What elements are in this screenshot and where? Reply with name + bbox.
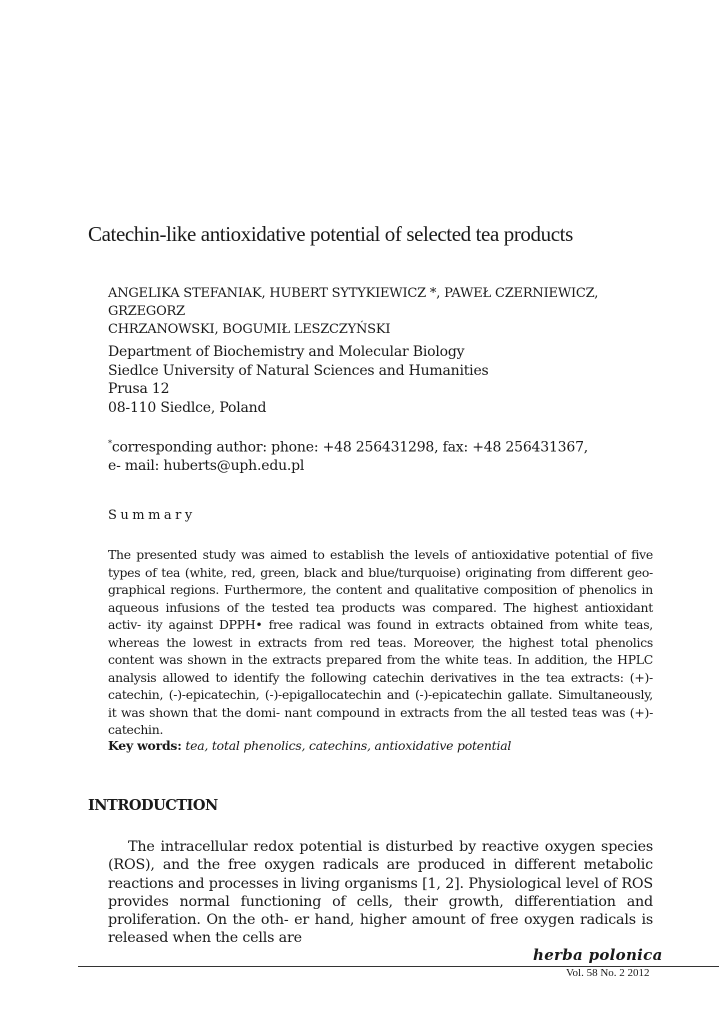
affiliation-line: 08-110 Siedlce, Poland	[108, 399, 267, 416]
affiliation-line: Siedlce University of Natural Sciences and Humanities	[108, 362, 489, 379]
abstract-line: in the extracts prepared from the white teas. In addition, the HPLC analysis allowed to	[108, 652, 653, 685]
corresponding-author	[108, 435, 653, 476]
journal-name: herba polonica	[533, 946, 663, 964]
corresponding-contact: corresponding author: phone: +48 256431298, fax: +48 256431367,	[111, 439, 589, 456]
keywords-label: Key words:	[108, 738, 182, 753]
intro-line: functioning of cells, their growth, differentiation and proliferation. On the oth-	[108, 893, 653, 929]
intro-line: er hand, higher amount of free oxygen radicals is released when the cells are	[108, 912, 653, 947]
affiliation	[108, 343, 653, 417]
affiliation-line: Department of Biochemistry and Molecular Biology	[108, 344, 465, 360]
intro-line: and the free oxygen radicals are produced in different metabolic reactions and	[108, 857, 653, 892]
corresponding-line	[108, 435, 653, 457]
abstract-line: The presented study was aimed to establish the levels of antioxidative potential of five	[108, 547, 653, 562]
corresponding-marker: *	[108, 439, 112, 448]
author-line: ANGELIKA STEFANIAK, HUBERT SYTYKIEWICZ *, PAWEŁ CZERNIEWICZ, GRZEGORZ	[108, 286, 599, 319]
abstract-line: lowest in extracts from red teas. Moreover, the highest total phenolics content was shown	[108, 634, 653, 667]
keywords-terms: tea, total phenolics, catechins, antioxidative potential	[185, 738, 512, 753]
summary-heading: Summary	[108, 508, 196, 523]
abstract-line: nant compound in extracts from the all tested teas was (+)-catechin.	[108, 704, 654, 737]
abstract-line: (-)-epigallocatechin and (-)-epicatechin gallate. Simultaneously, it was shown that the domi-	[108, 687, 653, 720]
intro-line: processes in living organisms [1, 2]. Physiological level of ROS provides normal	[108, 875, 653, 910]
volume-info: Vol. 58 No. 2 2012	[566, 967, 650, 979]
abstract-line: types of tea (white, red, green, black and blue/turquoise) originating from different geo-	[108, 564, 653, 580]
abstract-line: identify the following catechin derivatives in the tea extracts: (+)-catechin, (-)-epicatechin,	[108, 669, 653, 702]
keywords	[108, 738, 653, 753]
author-line: CHRZANOWSKI, BOGUMIŁ LESZCZYŃSKI	[108, 322, 391, 337]
abstract	[108, 546, 653, 739]
intro-line: The intracellular redox potential is disturbed by reactive oxygen species (ROS),	[108, 839, 653, 874]
abstract-line: ity against DPPH• free radical was found in extracts obtained from white teas, whereas the	[108, 617, 653, 650]
author-list	[108, 285, 653, 339]
affiliation-line: Prusa 12	[108, 381, 170, 397]
paper-title: Catechin-like antioxidative potential of selected tea products	[88, 222, 573, 246]
abstract-line: aqueous infusions of the tested tea products was compared. The highest antioxidant activ-	[108, 599, 653, 632]
corresponding-email: e- mail: huberts@uph.edu.pl	[108, 458, 305, 475]
introduction-heading: INTRODUCTION	[88, 797, 218, 814]
abstract-line: graphical regions. Furthermore, the content and qualitative composition of phenolics in	[108, 582, 653, 597]
introduction-text	[108, 838, 653, 948]
